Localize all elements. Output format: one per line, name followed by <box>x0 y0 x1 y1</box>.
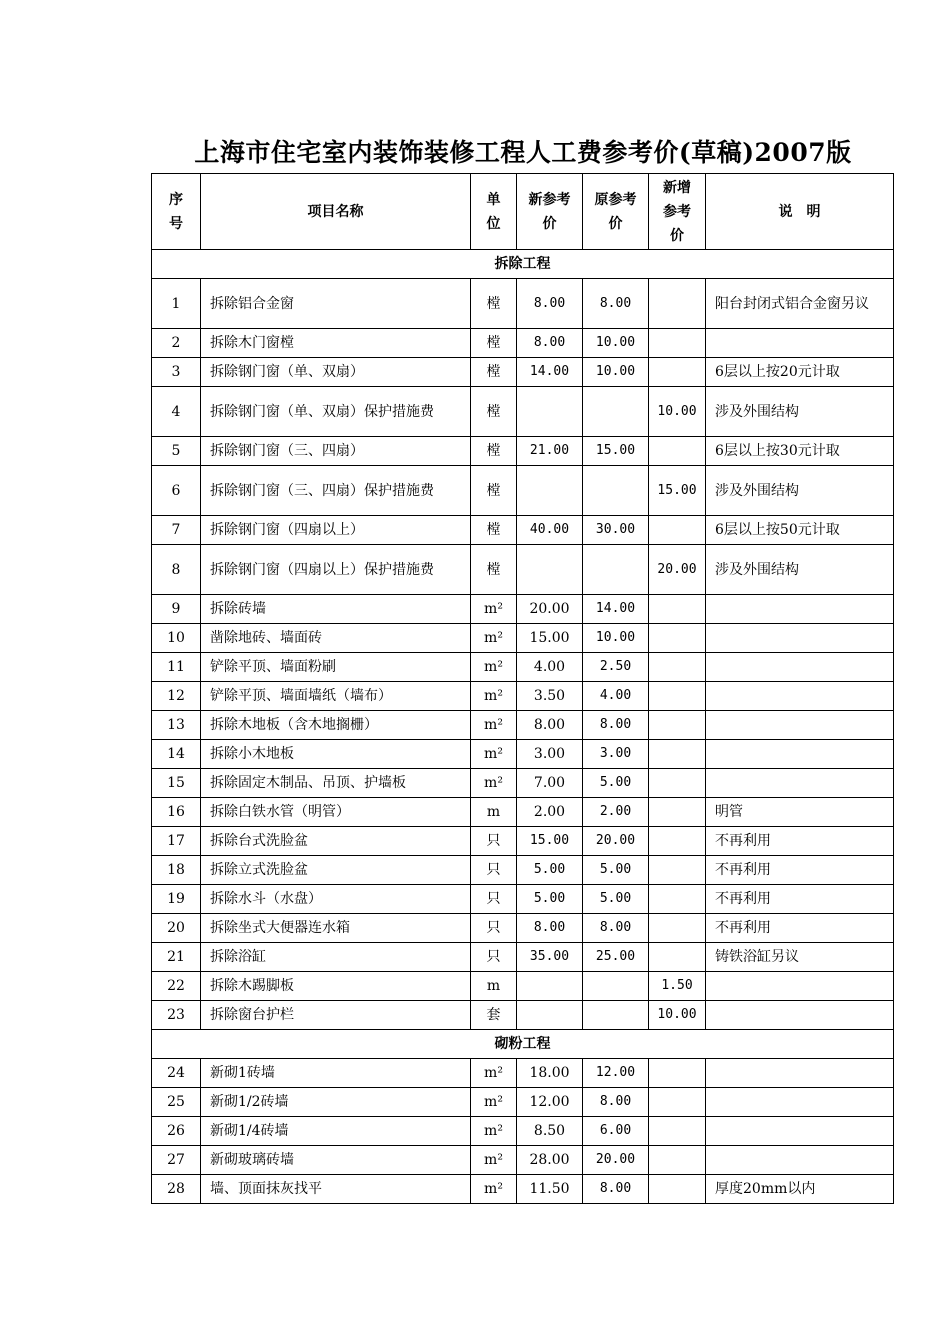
cell-seq: 4 <box>152 387 201 437</box>
cell-added-price <box>649 595 706 624</box>
cell-new-price: 18.00 <box>517 1059 583 1088</box>
table-row <box>152 1146 894 1175</box>
cell-old-price: 5.00 <box>583 769 649 798</box>
cell-new-price: 14.00 <box>517 358 583 387</box>
cell-new-price: 28.00 <box>517 1146 583 1175</box>
cell-old-price <box>583 545 649 595</box>
cell-seq: 13 <box>152 711 201 740</box>
cell-added-price <box>649 711 706 740</box>
cell-new-price <box>517 1001 583 1030</box>
cell-name: 拆除木地板（含木地搁栅） <box>201 711 471 740</box>
table-row <box>152 653 894 682</box>
document-title <box>0 133 950 169</box>
cell-unit: m² <box>471 1146 517 1175</box>
cell-added-price <box>649 1175 706 1204</box>
cell-new-price: 8.00 <box>517 711 583 740</box>
cell-name: 拆除钢门窗（三、四扇） <box>201 437 471 466</box>
cell-old-price: 4.00 <box>583 682 649 711</box>
cell-unit: 樘 <box>471 466 517 516</box>
cell-seq: 2 <box>152 329 201 358</box>
cell-added-price <box>649 1088 706 1117</box>
table-row <box>152 827 894 856</box>
cell-added-price <box>649 437 706 466</box>
cell-added-price <box>649 329 706 358</box>
cell-unit: m² <box>471 1117 517 1146</box>
header-unit: 单位 <box>471 174 517 250</box>
cell-seq: 9 <box>152 595 201 624</box>
table-row <box>152 1001 894 1030</box>
cell-seq: 17 <box>152 827 201 856</box>
cell-unit: m² <box>471 1175 517 1204</box>
cell-unit: m <box>471 972 517 1001</box>
table-row <box>152 516 894 545</box>
cell-old-price: 30.00 <box>583 516 649 545</box>
cell-seq: 19 <box>152 885 201 914</box>
cell-added-price <box>649 279 706 329</box>
cell-unit: m² <box>471 1088 517 1117</box>
cell-old-price: 10.00 <box>583 329 649 358</box>
cell-old-price <box>583 972 649 1001</box>
cell-unit: 只 <box>471 885 517 914</box>
cell-new-price: 35.00 <box>517 943 583 972</box>
table-row <box>152 437 894 466</box>
cell-name: 拆除钢门窗（单、双扇）保护措施费 <box>201 387 471 437</box>
table-row <box>152 972 894 1001</box>
cell-seq: 23 <box>152 1001 201 1030</box>
table-row <box>152 856 894 885</box>
table-row <box>152 1088 894 1117</box>
cell-note: 不再利用 <box>706 885 894 914</box>
cell-added-price <box>649 856 706 885</box>
section-title: 砌粉工程 <box>152 1030 894 1059</box>
cell-added-price <box>649 885 706 914</box>
cell-name: 拆除水斗（水盘） <box>201 885 471 914</box>
cell-seq: 1 <box>152 279 201 329</box>
table-row <box>152 740 894 769</box>
cell-note <box>706 1146 894 1175</box>
cell-added-price: 10.00 <box>649 387 706 437</box>
cell-seq: 21 <box>152 943 201 972</box>
cell-old-price: 10.00 <box>583 358 649 387</box>
cell-new-price <box>517 972 583 1001</box>
cell-added-price <box>649 769 706 798</box>
cell-seq: 3 <box>152 358 201 387</box>
cell-unit: 樘 <box>471 279 517 329</box>
cell-unit: 只 <box>471 943 517 972</box>
cell-old-price: 8.00 <box>583 1088 649 1117</box>
cell-name: 拆除铝合金窗 <box>201 279 471 329</box>
cell-old-price <box>583 1001 649 1030</box>
cell-name: 新砌1砖墙 <box>201 1059 471 1088</box>
cell-old-price: 15.00 <box>583 437 649 466</box>
cell-note <box>706 1059 894 1088</box>
cell-note: 6层以上按20元计取 <box>706 358 894 387</box>
cell-seq: 12 <box>152 682 201 711</box>
cell-unit: m² <box>471 624 517 653</box>
cell-new-price: 20.00 <box>517 595 583 624</box>
cell-added-price <box>649 914 706 943</box>
cell-added-price <box>649 827 706 856</box>
cell-added-price <box>649 624 706 653</box>
cell-name: 拆除钢门窗（三、四扇）保护措施费 <box>201 466 471 516</box>
cell-added-price: 1.50 <box>649 972 706 1001</box>
cell-note: 6层以上按30元计取 <box>706 437 894 466</box>
cell-old-price <box>583 387 649 437</box>
table-row <box>152 1175 894 1204</box>
cell-seq: 16 <box>152 798 201 827</box>
cell-name: 拆除浴缸 <box>201 943 471 972</box>
cell-new-price <box>517 545 583 595</box>
cell-old-price: 8.00 <box>583 279 649 329</box>
cell-seq: 20 <box>152 914 201 943</box>
cell-note <box>706 1117 894 1146</box>
cell-added-price: 15.00 <box>649 466 706 516</box>
table-row <box>152 682 894 711</box>
cell-name: 拆除钢门窗（单、双扇） <box>201 358 471 387</box>
cell-note: 厚度20mm以内 <box>706 1175 894 1204</box>
cell-seq: 28 <box>152 1175 201 1204</box>
price-table <box>151 173 894 1204</box>
cell-note: 6层以上按50元计取 <box>706 516 894 545</box>
header-old-price: 原参考价 <box>583 174 649 250</box>
cell-note <box>706 682 894 711</box>
cell-new-price: 3.50 <box>517 682 583 711</box>
cell-added-price <box>649 358 706 387</box>
cell-added-price: 10.00 <box>649 1001 706 1030</box>
cell-unit: 只 <box>471 856 517 885</box>
cell-new-price: 7.00 <box>517 769 583 798</box>
table-row <box>152 1117 894 1146</box>
table-row <box>152 798 894 827</box>
cell-new-price <box>517 387 583 437</box>
table-row <box>152 769 894 798</box>
header-new-price: 新参考价 <box>517 174 583 250</box>
cell-seq: 6 <box>152 466 201 516</box>
cell-note <box>706 972 894 1001</box>
cell-added-price <box>649 943 706 972</box>
cell-name: 拆除钢门窗（四扇以上）保护措施费 <box>201 545 471 595</box>
header-added-price: 新增参考价 <box>649 174 706 250</box>
cell-unit: 樘 <box>471 516 517 545</box>
header-note: 说 明 <box>706 174 894 250</box>
cell-name: 拆除坐式大便器连水箱 <box>201 914 471 943</box>
cell-unit: m² <box>471 682 517 711</box>
cell-seq: 26 <box>152 1117 201 1146</box>
cell-unit: m² <box>471 653 517 682</box>
table-row <box>152 545 894 595</box>
cell-unit: 只 <box>471 914 517 943</box>
cell-unit: m² <box>471 740 517 769</box>
cell-note: 涉及外围结构 <box>706 387 894 437</box>
cell-added-price <box>649 653 706 682</box>
cell-added-price <box>649 1117 706 1146</box>
cell-name: 拆除窗台护栏 <box>201 1001 471 1030</box>
cell-name: 拆除小木地板 <box>201 740 471 769</box>
table-row <box>152 943 894 972</box>
section-row <box>152 250 894 279</box>
cell-old-price: 10.00 <box>583 624 649 653</box>
cell-unit: m² <box>471 711 517 740</box>
cell-old-price <box>583 466 649 516</box>
cell-unit: m² <box>471 769 517 798</box>
cell-name: 新砌1/4砖墙 <box>201 1117 471 1146</box>
cell-note <box>706 624 894 653</box>
cell-unit: 只 <box>471 827 517 856</box>
cell-name: 拆除固定木制品、吊顶、护墙板 <box>201 769 471 798</box>
cell-new-price: 5.00 <box>517 885 583 914</box>
cell-note <box>706 653 894 682</box>
cell-new-price <box>517 466 583 516</box>
cell-new-price: 8.00 <box>517 329 583 358</box>
cell-note: 不再利用 <box>706 827 894 856</box>
table-row <box>152 329 894 358</box>
cell-note <box>706 769 894 798</box>
cell-unit: 樘 <box>471 437 517 466</box>
table-row <box>152 595 894 624</box>
table-row <box>152 1059 894 1088</box>
cell-note: 明管 <box>706 798 894 827</box>
cell-old-price: 8.00 <box>583 711 649 740</box>
cell-old-price: 8.00 <box>583 914 649 943</box>
cell-new-price: 12.00 <box>517 1088 583 1117</box>
table-row <box>152 914 894 943</box>
cell-seq: 22 <box>152 972 201 1001</box>
cell-new-price: 8.50 <box>517 1117 583 1146</box>
cell-name: 拆除木踢脚板 <box>201 972 471 1001</box>
cell-new-price: 8.00 <box>517 914 583 943</box>
cell-new-price: 21.00 <box>517 437 583 466</box>
cell-name: 拆除钢门窗（四扇以上） <box>201 516 471 545</box>
cell-old-price: 12.00 <box>583 1059 649 1088</box>
cell-old-price: 20.00 <box>583 1146 649 1175</box>
cell-note: 阳台封闭式铝合金窗另议 <box>706 279 894 329</box>
cell-unit: 樘 <box>471 358 517 387</box>
cell-seq: 7 <box>152 516 201 545</box>
header-seq: 序号 <box>152 174 201 250</box>
cell-added-price <box>649 516 706 545</box>
cell-new-price: 5.00 <box>517 856 583 885</box>
cell-name: 拆除白铁水管（明管） <box>201 798 471 827</box>
cell-name: 铲除平顶、墙面粉刷 <box>201 653 471 682</box>
cell-seq: 15 <box>152 769 201 798</box>
cell-old-price: 5.00 <box>583 856 649 885</box>
cell-seq: 24 <box>152 1059 201 1088</box>
cell-seq: 27 <box>152 1146 201 1175</box>
cell-seq: 14 <box>152 740 201 769</box>
cell-unit: 樘 <box>471 387 517 437</box>
table-row <box>152 279 894 329</box>
cell-added-price <box>649 1146 706 1175</box>
cell-unit: m² <box>471 595 517 624</box>
cell-note <box>706 595 894 624</box>
cell-unit: m <box>471 798 517 827</box>
cell-name: 凿除地砖、墙面砖 <box>201 624 471 653</box>
cell-name: 拆除台式洗脸盆 <box>201 827 471 856</box>
cell-added-price <box>649 682 706 711</box>
cell-note: 不再利用 <box>706 914 894 943</box>
cell-unit: 樘 <box>471 545 517 595</box>
cell-name: 拆除立式洗脸盆 <box>201 856 471 885</box>
cell-unit: 套 <box>471 1001 517 1030</box>
cell-name: 拆除砖墙 <box>201 595 471 624</box>
cell-new-price: 11.50 <box>517 1175 583 1204</box>
cell-new-price: 15.00 <box>517 624 583 653</box>
cell-note: 涉及外围结构 <box>706 545 894 595</box>
document-title-text: 上海市住宅室内装饰装修工程人工费参考价(草稿)2007版 <box>194 138 852 167</box>
cell-old-price: 6.00 <box>583 1117 649 1146</box>
cell-note <box>706 329 894 358</box>
cell-name: 拆除木门窗樘 <box>201 329 471 358</box>
cell-new-price: 40.00 <box>517 516 583 545</box>
cell-old-price: 2.50 <box>583 653 649 682</box>
cell-old-price: 3.00 <box>583 740 649 769</box>
cell-seq: 10 <box>152 624 201 653</box>
cell-unit: m² <box>471 1059 517 1088</box>
cell-old-price: 25.00 <box>583 943 649 972</box>
cell-old-price: 14.00 <box>583 595 649 624</box>
cell-new-price: 3.00 <box>517 740 583 769</box>
cell-old-price: 8.00 <box>583 1175 649 1204</box>
cell-new-price: 8.00 <box>517 279 583 329</box>
cell-old-price: 5.00 <box>583 885 649 914</box>
cell-note: 涉及外围结构 <box>706 466 894 516</box>
table-header-row <box>152 174 894 250</box>
cell-added-price <box>649 740 706 769</box>
cell-old-price: 20.00 <box>583 827 649 856</box>
table-row <box>152 387 894 437</box>
cell-note <box>706 711 894 740</box>
cell-note: 不再利用 <box>706 856 894 885</box>
cell-seq: 25 <box>152 1088 201 1117</box>
cell-seq: 5 <box>152 437 201 466</box>
table-row <box>152 358 894 387</box>
cell-note <box>706 740 894 769</box>
section-row <box>152 1030 894 1059</box>
cell-name: 墙、顶面抹灰找平 <box>201 1175 471 1204</box>
cell-new-price: 4.00 <box>517 653 583 682</box>
cell-seq: 8 <box>152 545 201 595</box>
cell-note: 铸铁浴缸另议 <box>706 943 894 972</box>
cell-new-price: 2.00 <box>517 798 583 827</box>
table-row <box>152 466 894 516</box>
header-name: 项目名称 <box>201 174 471 250</box>
cell-note <box>706 1088 894 1117</box>
table-row <box>152 711 894 740</box>
cell-added-price: 20.00 <box>649 545 706 595</box>
cell-new-price: 15.00 <box>517 827 583 856</box>
cell-note <box>706 1001 894 1030</box>
table-row <box>152 885 894 914</box>
cell-name: 铲除平顶、墙面墙纸（墙布） <box>201 682 471 711</box>
cell-unit: 樘 <box>471 329 517 358</box>
cell-old-price: 2.00 <box>583 798 649 827</box>
cell-seq: 18 <box>152 856 201 885</box>
cell-added-price <box>649 1059 706 1088</box>
cell-seq: 11 <box>152 653 201 682</box>
cell-added-price <box>649 798 706 827</box>
section-title: 拆除工程 <box>152 250 894 279</box>
cell-name: 新砌玻璃砖墙 <box>201 1146 471 1175</box>
cell-name: 新砌1/2砖墙 <box>201 1088 471 1117</box>
table-body <box>152 250 894 1204</box>
table-row <box>152 624 894 653</box>
